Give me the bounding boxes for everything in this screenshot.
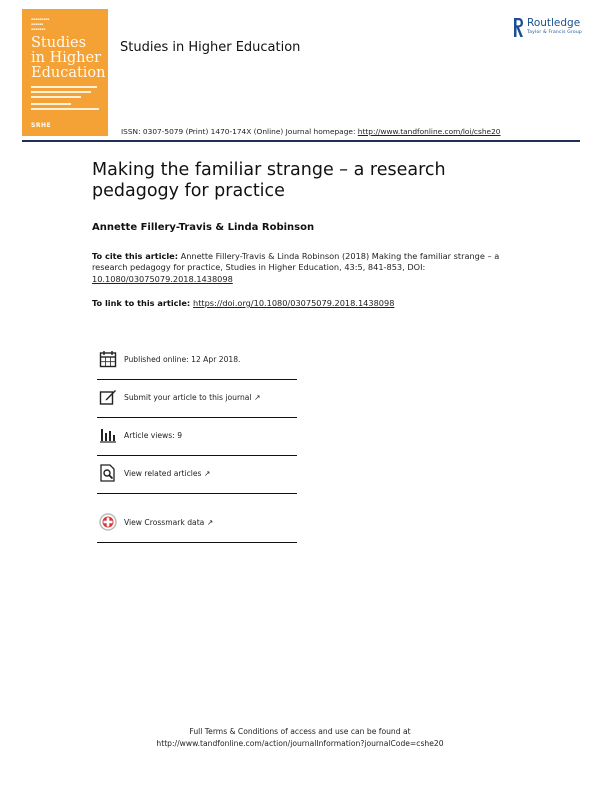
search-icon bbox=[99, 464, 117, 482]
published-online-label: Published online: 12 Apr 2018. bbox=[124, 355, 241, 364]
article-views-label: Article views: 9 bbox=[124, 431, 183, 440]
journal-cover-image bbox=[22, 9, 108, 136]
submit-article-row[interactable] bbox=[97, 380, 297, 418]
publisher-logo[interactable] bbox=[512, 17, 592, 41]
crossmark-row[interactable] bbox=[97, 505, 297, 543]
publisher-name: Routledge bbox=[527, 17, 581, 29]
link-label: To link to this article: bbox=[92, 298, 193, 308]
article-link-line bbox=[92, 298, 394, 308]
header-divider bbox=[22, 140, 580, 142]
issn-line bbox=[121, 127, 500, 136]
article-doi-url[interactable]: https://doi.org/10.1080/03075079.2018.1438098 bbox=[193, 298, 395, 308]
published-online-row bbox=[97, 342, 297, 380]
article-authors: Annette Fillery-Travis & Linda Robinson bbox=[92, 222, 315, 233]
citation-block bbox=[92, 251, 512, 285]
footer-url[interactable]: http://www.tandfonline.com/action/journalInformation?journalCode=cshe20 bbox=[156, 739, 444, 748]
doi-link[interactable]: 10.1080/03075079.2018.1438098 bbox=[92, 273, 233, 284]
external-link-icon: ↗ bbox=[203, 469, 211, 478]
submit-article-label[interactable]: Submit your article to this journal ↗ bbox=[124, 393, 261, 402]
citation-label: To cite this article: bbox=[92, 251, 178, 261]
edit-icon bbox=[99, 388, 117, 406]
external-link-icon: ↗ bbox=[253, 393, 261, 402]
crossmark-icon bbox=[99, 513, 117, 531]
cover-text-line bbox=[31, 86, 97, 88]
cover-text-line bbox=[31, 103, 71, 105]
cover-text-line bbox=[31, 91, 91, 93]
journal-name: Studies in Higher Education bbox=[120, 40, 301, 55]
article-views-row bbox=[97, 418, 297, 456]
related-articles-label[interactable]: View related articles ↗ bbox=[124, 469, 211, 478]
journal-homepage-link[interactable]: http://www.tandfonline.com/loi/cshe20 bbox=[357, 127, 501, 136]
footer-terms: Full Terms & Conditions of access and use can be found at bbox=[189, 727, 411, 736]
cover-small-text: ▪▪▪▪▪▪▪▪▪ bbox=[31, 17, 50, 21]
routledge-r-icon bbox=[512, 17, 524, 39]
publisher-subtitle: Taylor & Francis Group bbox=[527, 30, 582, 35]
cover-text-line bbox=[31, 96, 81, 98]
cover-logo: SRHE bbox=[31, 122, 52, 129]
cover-title: Studies in Higher Education bbox=[31, 35, 106, 81]
calendar-icon bbox=[99, 350, 117, 368]
cover-small-text: ▪▪▪▪▪▪▪ bbox=[31, 27, 46, 31]
external-link-icon: ↗ bbox=[206, 518, 214, 527]
related-articles-row[interactable] bbox=[97, 456, 297, 494]
bar-chart-icon bbox=[99, 426, 117, 444]
cover-small-text: ▪▪▪▪▪▪ bbox=[31, 22, 44, 26]
article-title: Making the familiar strange – a research pedagogy for practice bbox=[92, 160, 446, 201]
citation-text: Annette Fillery-Travis & Linda Robinson (2018) Making the familiar strange – a research pedagogy for practice, Studies in Higher Education, 43:5, 841-853, DOI: bbox=[92, 251, 500, 273]
issn-text: ISSN: 0307-5079 (Print) 1470-174X (Online) Journal homepage: bbox=[121, 127, 358, 136]
cover-text-line bbox=[31, 108, 99, 110]
crossmark-label[interactable]: View Crossmark data ↗ bbox=[124, 518, 214, 527]
